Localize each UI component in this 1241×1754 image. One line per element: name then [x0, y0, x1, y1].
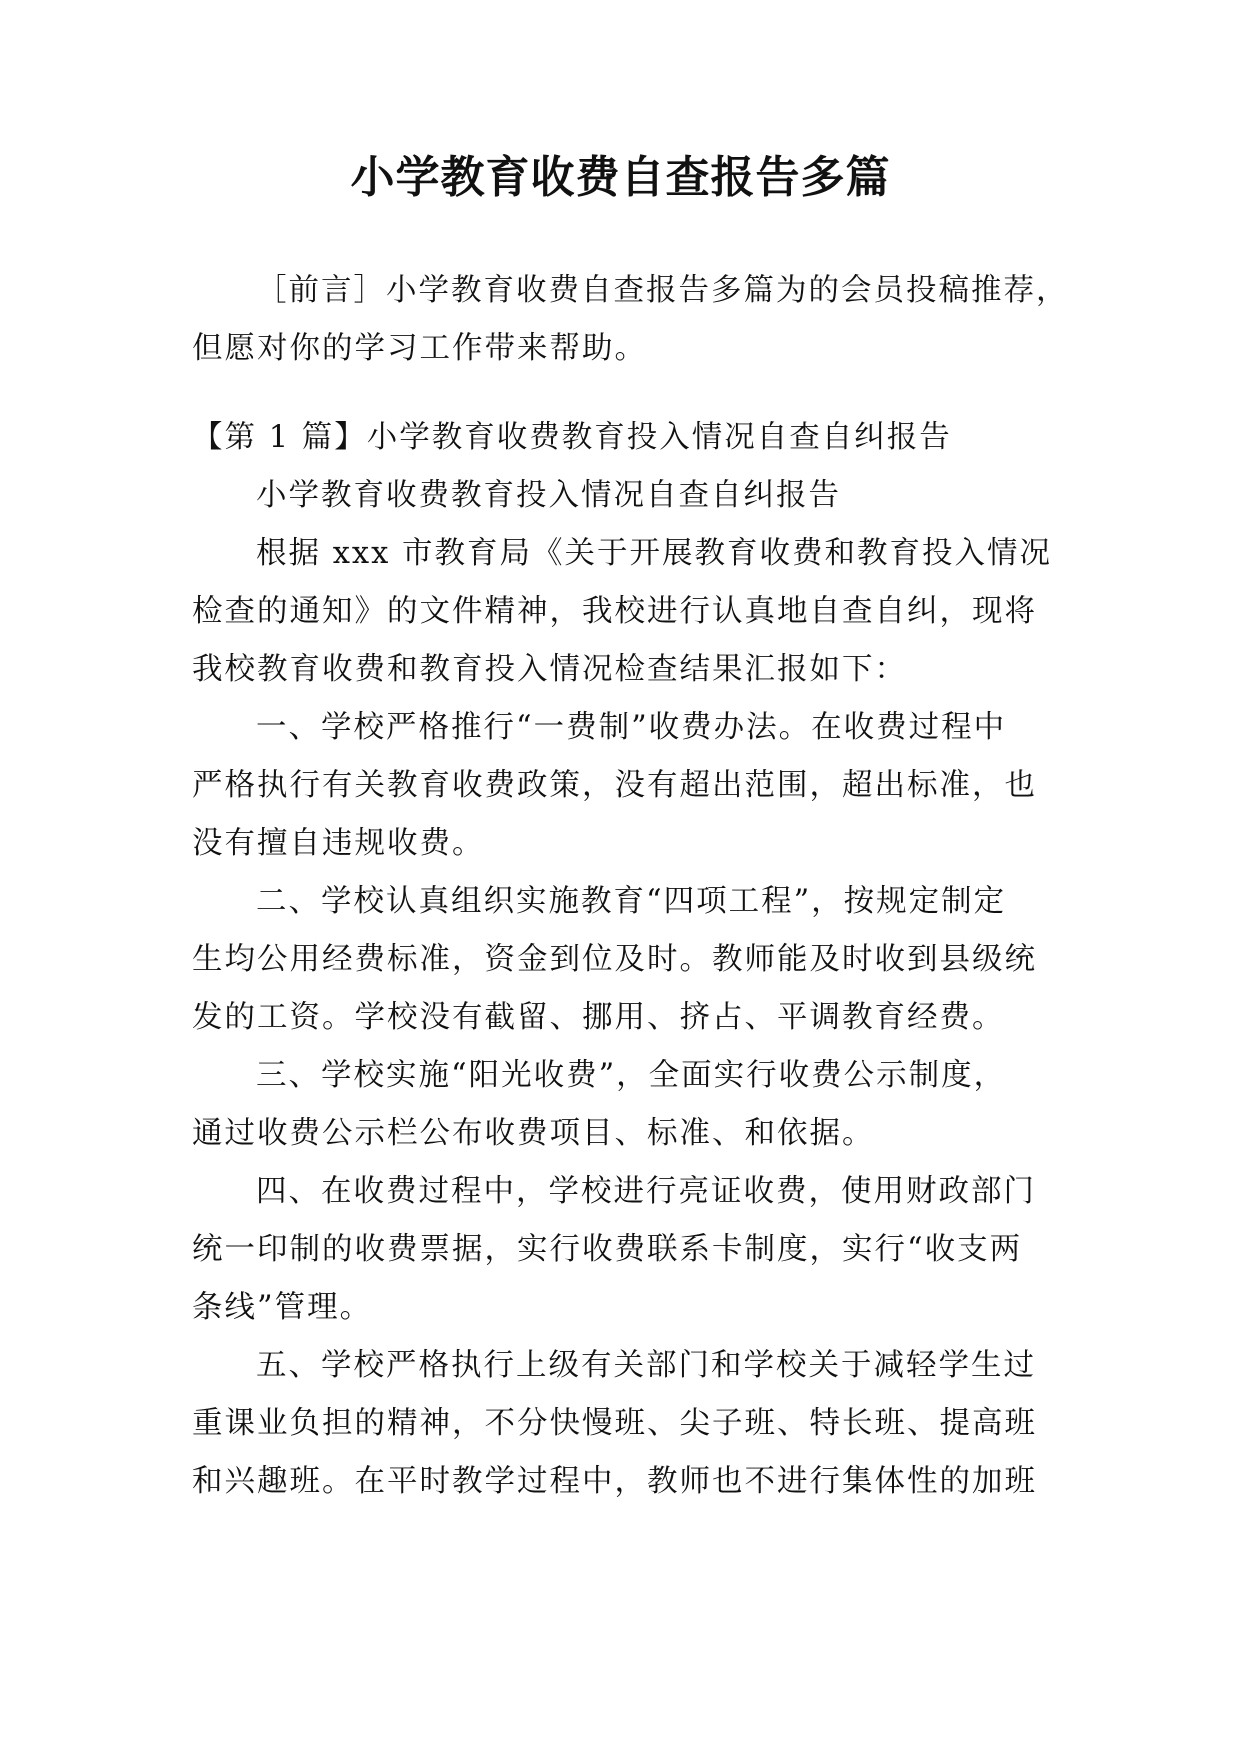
paragraph-line: 检查的通知》的文件精神，我校进行认真地自查自纠，现将 [192, 594, 1037, 629]
paragraph-line: 我校教育收费和教育投入情况检查结果汇报如下： [192, 652, 907, 687]
paragraph-line: 五、学校严格执行上级有关部门和学校关于减轻学生过 [256, 1348, 1036, 1383]
paragraph-line: 和兴趣班。在平时教学过程中，教师也不进行集体性的加班 [192, 1464, 1037, 1499]
paragraph-line: 没有擅自违规收费。 [192, 826, 485, 861]
paragraph-line: 重课业负担的精神，不分快慢班、尖子班、特长班、提高班 [192, 1406, 1037, 1441]
paragraph-line: 发的工资。学校没有截留、挪用、挤占、平调教育经费。 [192, 1000, 1005, 1035]
section-heading: 【第 1 篇】小学教育收费教育投入情况自查自纠报告 [192, 420, 952, 455]
preface [192, 262, 1069, 378]
preface-line: 但愿对你的学习工作带来帮助。 [192, 331, 647, 366]
section-content [192, 409, 1052, 1511]
paragraph-line: 二、学校认真组织实施教育“四项工程”，按规定制定 [256, 884, 1007, 919]
paragraph-line: 生均公用经费标准，资金到位及时。教师能及时收到县级统 [192, 942, 1037, 977]
paragraph-line: 一、学校严格推行“一费制”收费办法。在收费过程中 [256, 710, 1007, 745]
paragraph-line: 条线”管理。 [192, 1290, 373, 1325]
paragraph-line: 通过收费公示栏公布收费项目、标准、和依据。 [192, 1116, 875, 1151]
paragraph-line: 统一印制的收费票据，实行收费联系卡制度，实行“收支两 [192, 1232, 1023, 1267]
preface-line: ［前言］小学教育收费自查报告多篇为的会员投稿推荐， [256, 273, 1069, 308]
section-subtitle: 小学教育收费教育投入情况自查自纠报告 [256, 478, 841, 513]
paragraph-line: 根据 xxx 市教育局《关于开展教育收费和教育投入情况 [256, 536, 1052, 571]
paragraph-line: 三、学校实施“阳光收费”，全面实行收费公示制度， [256, 1058, 1007, 1093]
document-title: 小学教育收费自查报告多篇 [350, 152, 891, 203]
paragraph-line: 四、在收费过程中，学校进行亮证收费，使用财政部门 [256, 1174, 1036, 1209]
paragraph-line: 严格执行有关教育收费政策，没有超出范围，超出标准，也 [192, 768, 1037, 803]
